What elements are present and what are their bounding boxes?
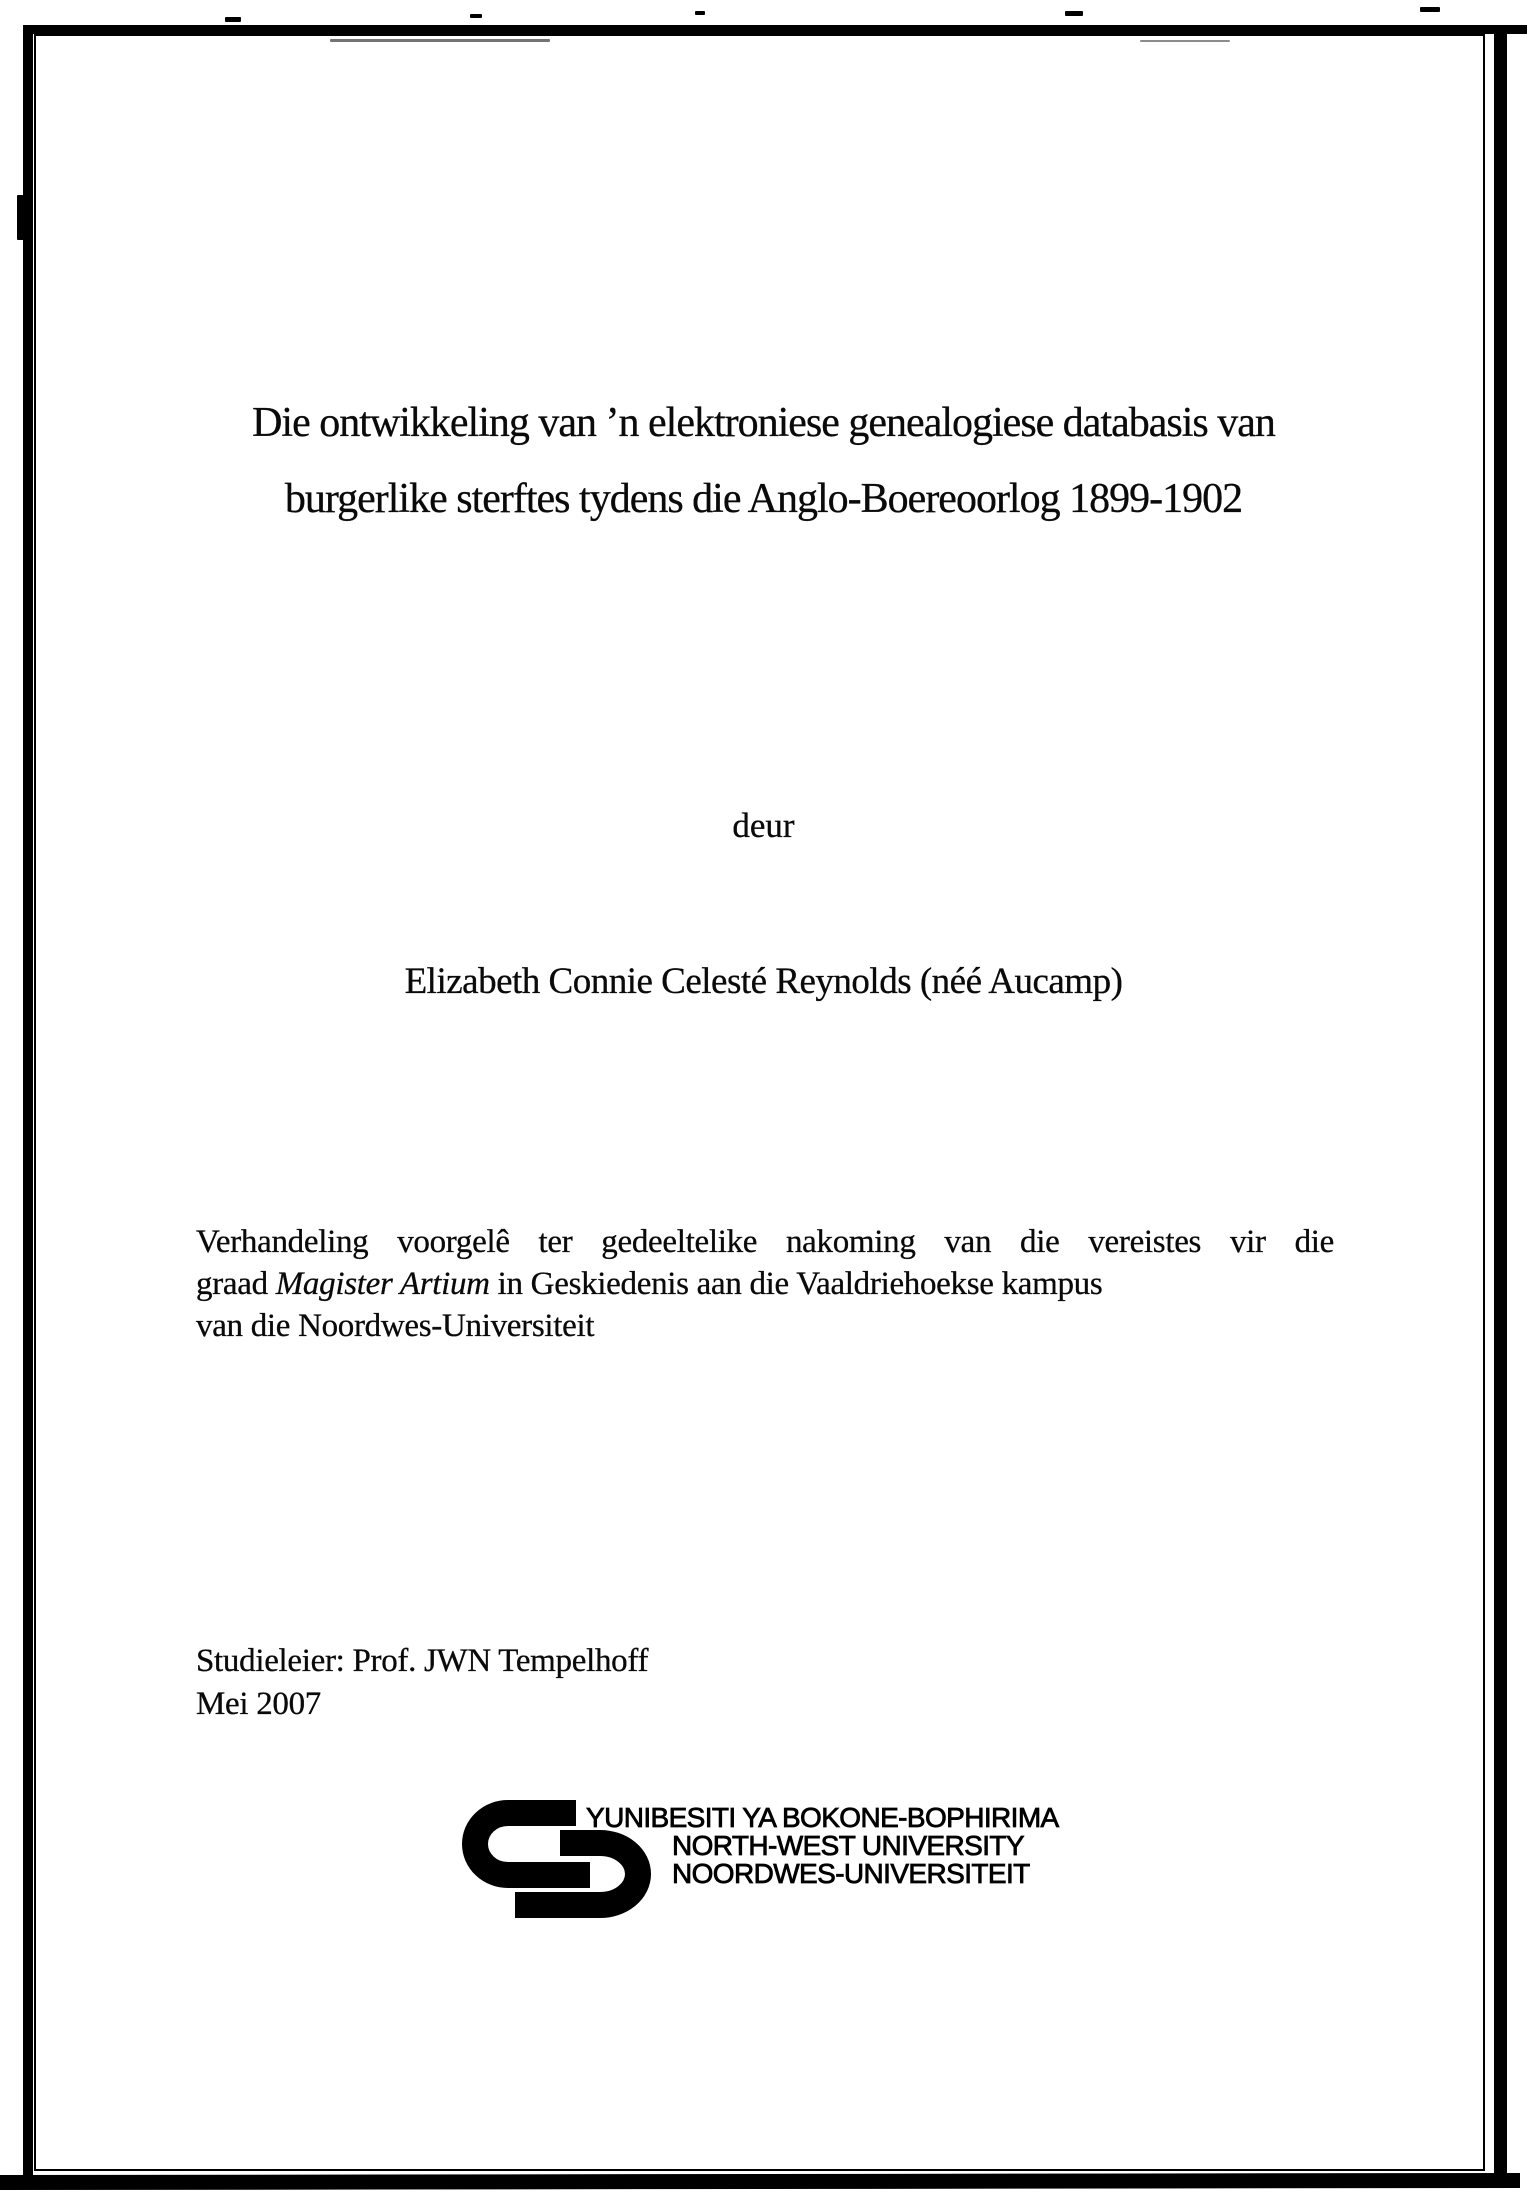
university-name-setswana: YUNIBESITI YA BOKONE-BOPHIRIMA xyxy=(586,1802,1059,1833)
thesis-title-line1: Die ontwikkeling van ’n elektroniese genealogiese databasis van xyxy=(252,400,1275,446)
university-name-afrikaans: NOORDWES-UNIVERSITEIT xyxy=(672,1858,1030,1889)
byline-deur: deur xyxy=(732,806,795,845)
scan-artifact xyxy=(225,17,241,22)
supervisor-line: Studieleier: Prof. JWN Tempelhoff xyxy=(196,1643,649,1679)
supervisor-block xyxy=(196,1640,648,1726)
scan-artifact xyxy=(470,14,482,18)
thesis-title-line2: burgerlike sterftes tydens die Anglo-Boereoorlog 1899-1902 xyxy=(284,476,1243,522)
page-border-top xyxy=(23,25,1527,34)
page-border-left xyxy=(23,25,33,2187)
date-line: Mei 2007 xyxy=(196,1686,322,1722)
university-name-block xyxy=(586,1804,1059,1888)
scan-artifact xyxy=(695,11,705,15)
scan-artifact xyxy=(1420,7,1440,12)
page-border-right xyxy=(1494,25,1507,2185)
submission-line2 xyxy=(196,1263,1334,1305)
university-name-english: NORTH-WEST UNIVERSITY xyxy=(672,1830,1024,1861)
author-name: Elizabeth Connie Celesté Reynolds (néé Aucamp) xyxy=(404,961,1123,1002)
thesis-title xyxy=(0,385,1527,537)
submission-statement xyxy=(196,1221,1334,1347)
submission-line1: Verhandeling voorgelê ter gedeeltelike nakoming van die vereistes vir die xyxy=(196,1224,1334,1260)
page-border-bottom xyxy=(0,2173,1520,2190)
submission-line2-suffix: in Geskiedenis aan die Vaaldriehoekse kampus xyxy=(489,1266,1103,1302)
submission-line2-prefix: graad xyxy=(196,1266,276,1302)
submission-line3: van die Noordwes-Universiteit xyxy=(196,1308,595,1344)
scan-artifact xyxy=(1065,11,1083,16)
degree-name: Magister Artium xyxy=(275,1266,490,1302)
